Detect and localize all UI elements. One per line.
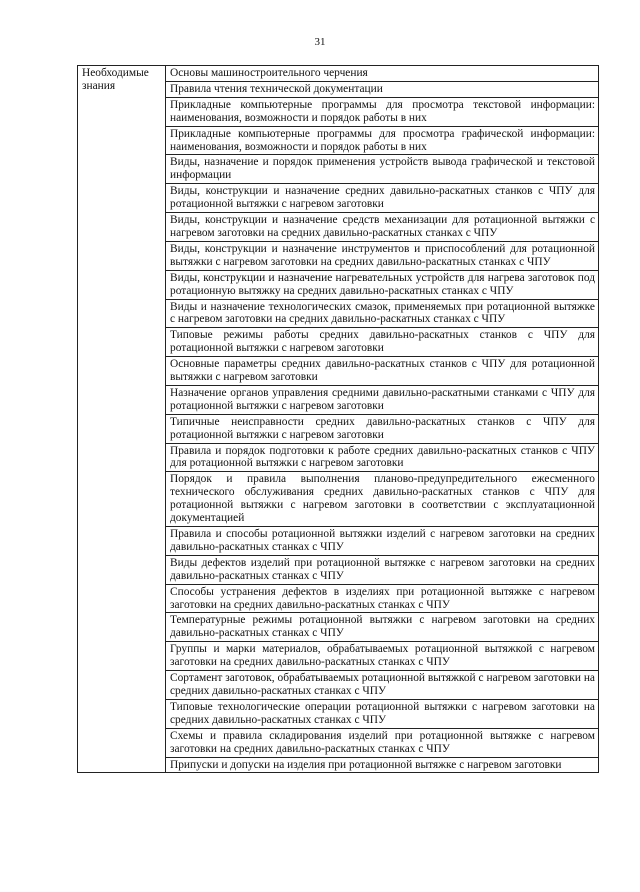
knowledge-item: Основы машиностроительного черчения [166, 66, 599, 82]
knowledge-item: Типовые технологические операции ротационной вытяжки с нагревом заготовки на средних давильно-раскатных станках с ЧПУ [166, 699, 599, 728]
knowledge-item: Основные параметры средних давильно-раскатных станков с ЧПУ для ротационной вытяжки с нагревом заготовки [166, 357, 599, 386]
knowledge-item: Прикладные компьютерные программы для просмотра графической информации: наименования, возможности и порядок работы в них [166, 126, 599, 155]
knowledge-item: Назначение органов управления средними давильно-раскатными станками с ЧПУ для ротационной вытяжки с нагревом заготовки [166, 385, 599, 414]
knowledge-item: Виды дефектов изделий при ротационной вытяжке с нагревом заготовки на средних давильно-раскатных станках с ЧПУ [166, 555, 599, 584]
knowledge-item: Порядок и правила выполнения планово-предупредительного ежесменного технического обслуживания средних давильно-раскатных станков с ЧПУ для ротационной вытяжки с нагревом заготовки в соответствии с эксплуатационной документацией [166, 472, 599, 527]
knowledge-item: Виды, конструкции и назначение инструментов и приспособлений для ротационной вытяжки с нагревом заготовки на средних давильно-раскатных станках с ЧПУ [166, 241, 599, 270]
knowledge-item: Припуски и допуски на изделия при ротационной вытяжке с нагревом заготовки [166, 757, 599, 773]
page-number: 31 [314, 36, 326, 48]
knowledge-item: Виды, конструкции и назначение средних давильно-раскатных станков с ЧПУ для ротационной вытяжки с нагревом заготовки [166, 184, 599, 213]
knowledge-item: Типичные неисправности средних давильно-раскатных станков с ЧПУ для ротационной вытяжки с нагревом заготовки [166, 414, 599, 443]
knowledge-item: Правила чтения технической документации [166, 81, 599, 97]
knowledge-item: Виды, назначение и порядок применения устройств вывода графической и текстовой информации [166, 155, 599, 184]
knowledge-item: Виды, конструкции и назначение нагревательных устройств для нагрева заготовок под ротационную вытяжку на средних давильно-раскатных станках с ЧПУ [166, 270, 599, 299]
knowledge-item: Правила и порядок подготовки к работе средних давильно-раскатных станков с ЧПУ для ротационной вытяжки с нагревом заготовки [166, 443, 599, 472]
knowledge-item: Температурные режимы ротационной вытяжки с нагревом заготовки на средних давильно-раскатных станках с ЧПУ [166, 613, 599, 642]
knowledge-item: Виды и назначение технологических смазок, применяемых при ротационной вытяжке с нагревом заготовки на средних давильно-раскатных станках с ЧПУ [166, 299, 599, 328]
knowledge-item: Прикладные компьютерные программы для просмотра текстовой информации: наименования, возможности и порядок работы в них [166, 97, 599, 126]
knowledge-item: Группы и марки материалов, обрабатываемых ротационной вытяжкой с нагревом заготовки на средних давильно-раскатных станках с ЧПУ [166, 642, 599, 671]
knowledge-item: Схемы и правила складирования изделий при ротационной вытяжке с нагревом заготовки на средних давильно-раскатных станках с ЧПУ [166, 728, 599, 757]
knowledge-item: Сортамент заготовок, обрабатываемых ротационной вытяжкой с нагревом заготовки на средних давильно-раскатных станках с ЧПУ [166, 671, 599, 700]
knowledge-item: Виды, конструкции и назначение средств механизации для ротационной вытяжки с нагревом заготовки на средних давильно-раскатных станках с ЧПУ [166, 213, 599, 242]
knowledge-table [77, 65, 599, 773]
knowledge-item: Способы устранения дефектов в изделиях при ротационной вытяжке с нагревом заготовки на средних давильно-раскатных станках с ЧПУ [166, 584, 599, 613]
section-label: Необходимые знания [78, 66, 166, 773]
knowledge-item: Типовые режимы работы средних давильно-раскатных станков с ЧПУ для ротационной вытяжки с нагревом заготовки [166, 328, 599, 357]
knowledge-item: Правила и способы ротационной вытяжки изделий с нагревом заготовки на средних давильно-раскатных станках с ЧПУ [166, 527, 599, 556]
table-row [78, 66, 599, 82]
